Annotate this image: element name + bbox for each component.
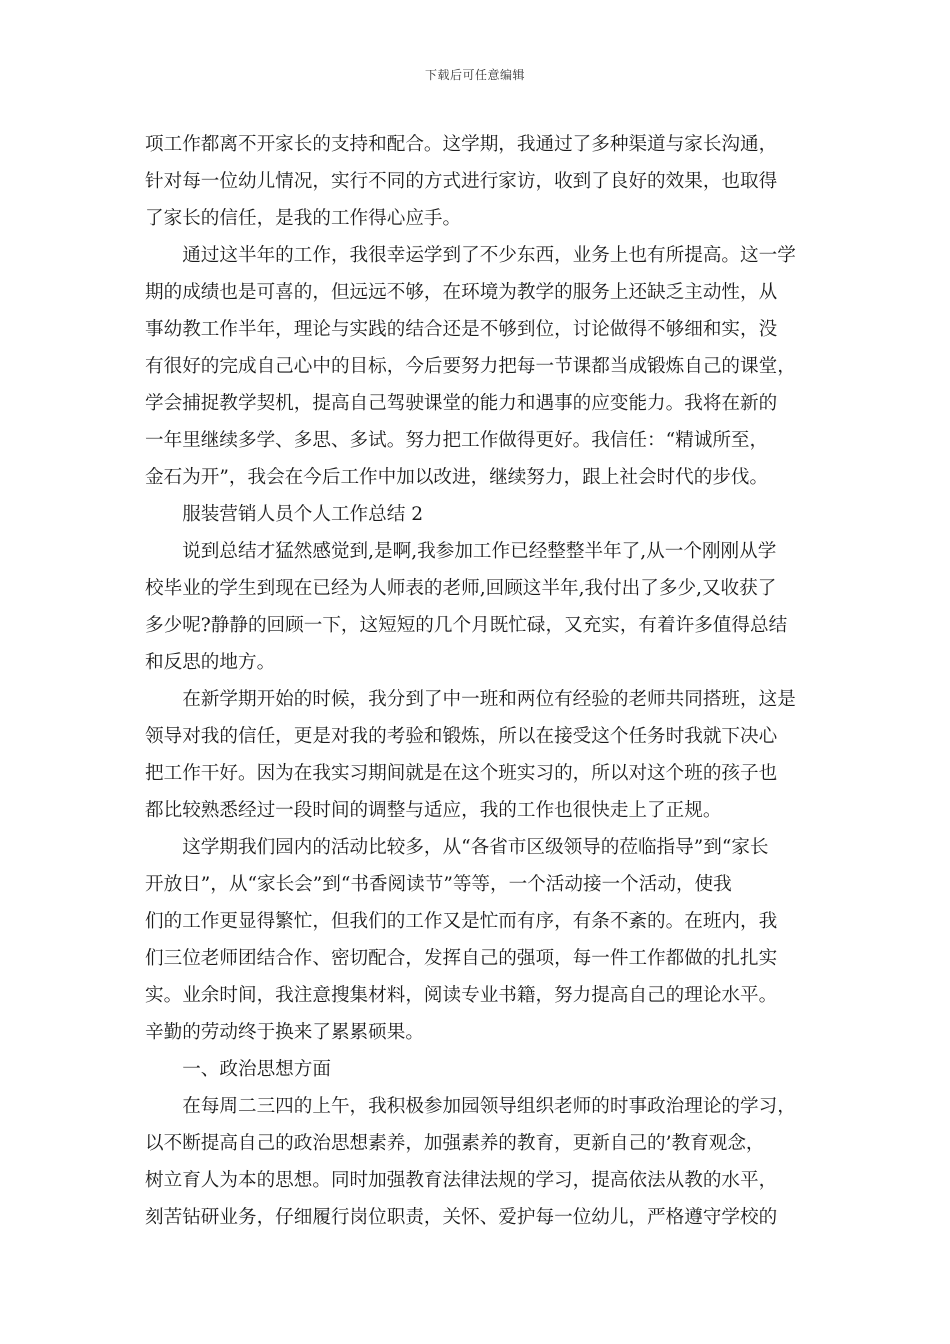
- text-line: 金石为开”，我会在今后工作中加以改进，继续努力，跟上社会时代的步伐。: [145, 467, 769, 488]
- text-line: 都比较熟悉经过一段时间的调整与适应，我的工作也很快走上了正规。: [145, 800, 722, 821]
- text-line: 刻苦钻研业务，仔细履行岗位职责，关怀、爱护每一位幼儿，严格遵守学校的: [145, 1207, 778, 1228]
- text-line: 针对每一位幼儿情况，实行不同的方式进行家访，收到了良好的效果，也取得: [145, 171, 778, 192]
- text-line: 们的工作更显得繁忙，但我们的工作又是忙而有序，有条不紊的。在班内，我: [145, 911, 778, 932]
- section-title: 服装营销人员个人工作总结 2: [145, 504, 424, 525]
- text-line: 通过这半年的工作，我很幸运学到了不少东西，业务上也有所提高。这一学: [145, 245, 796, 266]
- text-line: 事幼教工作半年，理论与实践的结合还是不够到位，讨论做得不够细和实，没: [145, 319, 778, 340]
- text-line: 这学期我们园内的活动比较多，从“各省市区级领导的莅临指导”到“家长: [145, 837, 769, 858]
- text-line: 多少呢?静静的回顾一下，这短短的几个月既忙碌，又充实，有着许多值得总结: [145, 615, 788, 636]
- page-header: 下载后可任意编辑: [424, 68, 525, 82]
- document-body: [145, 126, 809, 1236]
- text-line: 树立育人为本的思想。同时加强教育法律法规的学习，提高依法从教的水平，: [145, 1170, 778, 1191]
- text-line: 以不断提高自己的政治思想素养，加强素养的教育，更新自己的’教育观念，: [145, 1133, 765, 1154]
- text-line: 和反思的地方。: [145, 652, 276, 673]
- text-line: 辛勤的劳动终于换来了累累硕果。: [145, 1022, 424, 1043]
- text-line: 说到总结才猛然感觉到,是啊,我参加工作已经整整半年了,从一个刚刚从学: [145, 541, 777, 562]
- text-line: 校毕业的学生到现在已经为人师表的老师,回顾这半年,我付出了多少,又收获了: [145, 578, 777, 599]
- text-line: 把工作干好。因为在我实习期间就是在这个班实习的，所以对这个班的孩子也: [145, 763, 778, 784]
- text-line: 们三位老师团结合作、密切配合，发挥自己的强项，每一件工作都做的扎扎实: [145, 948, 778, 969]
- text-line: 一年里继续多学、多思、多试。努力把工作做得更好。我信任：“精诚所至，: [145, 430, 769, 451]
- section-heading: 一、政治思想方面: [145, 1059, 331, 1080]
- text-line: 实。业余时间，我注意搜集材料，阅读专业书籍，努力提高自己的理论水平。: [145, 985, 778, 1006]
- text-line: 有很好的完成自己心中的目标，今后要努力把每一节课都当成锻炼自己的课堂，: [145, 356, 796, 377]
- text-line: 在新学期开始的时候，我分到了中一班和两位有经验的老师共同搭班，这是: [145, 689, 796, 710]
- text-line: 领导对我的信任，更是对我的考验和锻炼，所以在接受这个任务时我就下决心: [145, 726, 778, 747]
- text-line: 开放日”，从“家长会”到“书香阅读节”等等，一个活动接一个活动，使我: [145, 874, 732, 895]
- text-line: 项工作都离不开家长的支持和配合。这学期，我通过了多种渠道与家长沟通，: [145, 134, 778, 155]
- text-line: 学会捕捉教学契机，提高自己驾驶课堂的能力和遇事的应变能力。我将在新的: [145, 393, 778, 414]
- text-line: 了家长的信任，是我的工作得心应手。: [145, 208, 462, 229]
- text-line: 期的成绩也是可喜的，但远远不够，在环境为教学的服务上还缺乏主动性，从: [145, 282, 778, 303]
- text-line: 在每周二三四的上午，我积极参加园领导组织老师的时事政治理论的学习，: [145, 1096, 796, 1117]
